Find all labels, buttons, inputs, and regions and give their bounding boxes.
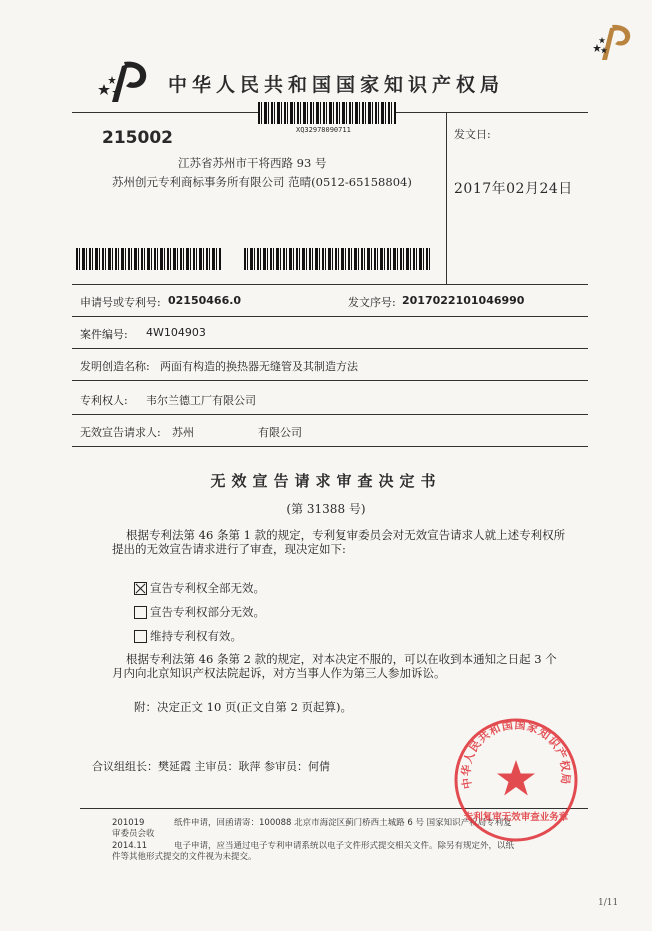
option-maintain-valid xyxy=(134,628,242,644)
doc-serial-value: 2017022101046990 xyxy=(402,294,525,307)
issue-date-label: 发文日: xyxy=(454,128,491,141)
left-barcode xyxy=(76,248,222,270)
doc-serial-label: 发文序号: xyxy=(348,296,396,309)
case-no-value: 4W104903 xyxy=(146,326,206,339)
invention-label: 发明创造名称: xyxy=(80,360,150,373)
footer-line-1: 纸件申请，回函请寄：100088 北京市海淀区蓟门桥西土城路 6 号 国家知识产权局专利复 xyxy=(174,818,512,828)
decision-paragraph-1 xyxy=(112,528,566,556)
app-no-label: 申请号或专利号: xyxy=(80,296,161,309)
footer-line-2: 电子申请，应当通过电子专利申请系统以电子文件形式提交相关文件。除另有规定外，以纸 xyxy=(174,841,515,851)
paragraph-2-text: 根据专利法第 46 条第 2 款的规定，对本决定不服的，可以在收到本通知之日起 3 个月内向北京知识产权法院起诉，对方当事人作为第三人参加诉讼。 xyxy=(112,652,557,680)
official-seal-icon xyxy=(452,716,580,844)
top-barcode xyxy=(258,102,396,124)
row-rule xyxy=(72,380,588,381)
info-bottom-rule xyxy=(72,446,588,447)
row-rule xyxy=(72,316,588,317)
option-label: 宣告专利权部分无效。 xyxy=(150,605,265,619)
decision-paragraph-2 xyxy=(112,652,566,680)
decision-number: (第 31388 号) xyxy=(286,502,366,516)
org-title: 中华人民共和国国家知识产权局 xyxy=(168,74,505,96)
footer-line-2b: 件等其他形式提交的文件视为未提交。 xyxy=(112,852,257,862)
footer-code-1: 201019 xyxy=(112,818,145,828)
recipient-line: 苏州创元专利商标事务所有限公司 范晴(0512-65158804) xyxy=(112,175,412,189)
case-no-label: 案件编号: xyxy=(80,328,128,341)
seal-outer-text: 中华人民共和国国家知识产权局 xyxy=(459,718,573,790)
paragraph-1-text: 根据专利法第 46 条第 1 款的规定，专利复审委员会对无效宣告请求人就上述专利权所提出的无效宣告请求进行了审查，现决定如下: xyxy=(112,528,566,556)
footer-line-1b: 审委员会收 xyxy=(112,829,155,839)
unchecked-box-icon xyxy=(134,630,147,643)
cnipa-corner-logo-icon xyxy=(592,22,636,66)
app-no-value: 02150466.0 xyxy=(168,294,242,307)
barcode-text: XQ32978090711 xyxy=(296,126,351,134)
patentee-value: 韦尔兰德工厂有限公司 xyxy=(146,394,256,407)
requester-label: 无效宣告请求人: xyxy=(80,426,161,439)
address-line: 江苏省苏州市干将西路 93 号 xyxy=(178,156,327,170)
invention-value: 两面有构造的换热器无缝管及其制造方法 xyxy=(160,360,358,373)
option-partial-invalid xyxy=(134,604,265,620)
issue-date-value: 2017年02月24日 xyxy=(454,181,573,197)
option-full-invalid xyxy=(134,580,265,596)
footer-code-2: 2014.11 xyxy=(112,841,148,851)
redaction xyxy=(198,422,256,438)
info-top-rule xyxy=(72,284,588,285)
postcode: 215002 xyxy=(102,128,173,148)
cnipa-logo-icon xyxy=(96,58,156,106)
row-rule xyxy=(72,348,588,349)
requester-value-suffix: 有限公司 xyxy=(258,426,302,439)
option-label: 宣告专利权全部无效。 xyxy=(150,581,265,595)
requester-value-prefix: 苏州 xyxy=(172,426,194,439)
panel-members: 合议组组长：樊延霞 主审员：耿萍 参审员：何倩 xyxy=(92,760,330,773)
seal-inner-text: 专利复审无效审查业务章 xyxy=(463,812,569,823)
right-barcode xyxy=(244,248,430,270)
page-number: 1/11 xyxy=(598,898,619,908)
attachment-note: 附：决定正文 10 页(正文自第 2 页起算)。 xyxy=(134,700,353,714)
unchecked-box-icon xyxy=(134,606,147,619)
option-label: 维持专利权有效。 xyxy=(150,629,242,643)
date-divider xyxy=(446,112,447,284)
checked-box-icon xyxy=(134,582,147,595)
patentee-label: 专利权人: xyxy=(80,394,128,407)
decision-title: 无效宣告请求审查决定书 xyxy=(210,472,442,490)
row-rule xyxy=(72,414,588,415)
